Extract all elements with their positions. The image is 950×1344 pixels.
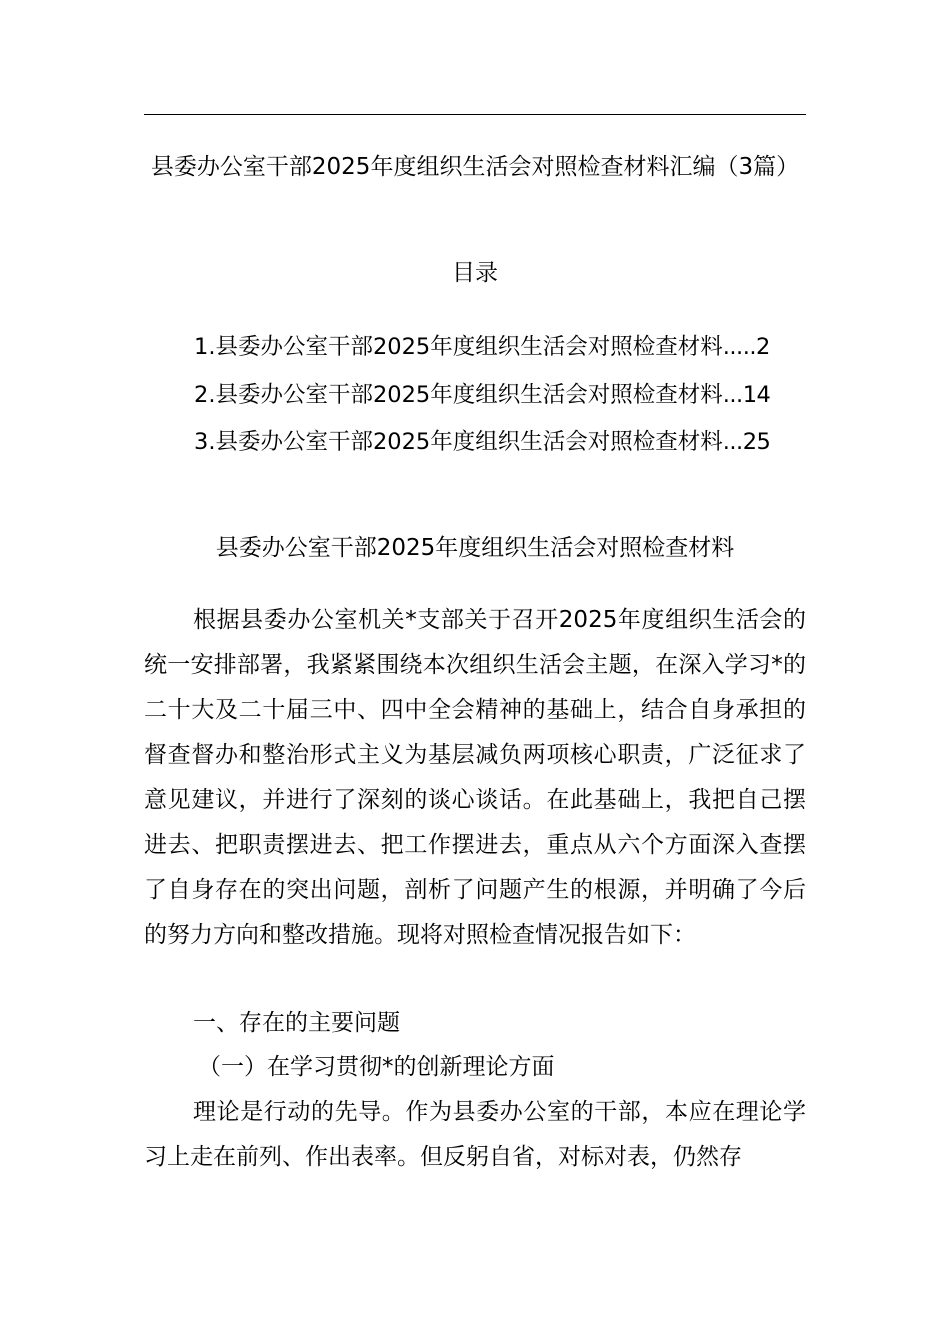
header-rule bbox=[144, 114, 806, 115]
section-title: 县委办公室干部2025年度组织生活会对照检查材料 bbox=[215, 535, 735, 561]
toc-heading: 目录 bbox=[452, 260, 498, 286]
theory-paragraph: 理论是行动的先导。作为县委办公室的干部，本应在理论学习上走在前列、作出表率。但反躬自省，对标对表，仍然存 bbox=[144, 1099, 806, 1170]
heading-level-1: 一、存在的主要问题 bbox=[193, 1010, 400, 1036]
toc-entry-label: 3.县委办公室干部2025年度组织生活会对照检查材料 bbox=[194, 429, 723, 455]
toc-entry-label: 1.县委办公室干部2025年度组织生活会对照检查材料 bbox=[194, 334, 723, 360]
toc-entry-leader: ... bbox=[722, 381, 743, 408]
toc-entry-label: 2.县委办公室干部2025年度组织生活会对照检查材料 bbox=[194, 381, 723, 408]
toc-entry-page: 14 bbox=[742, 381, 771, 408]
toc-entry-1[interactable] bbox=[194, 330, 814, 378]
document-title: 县委办公室干部2025年度组织生活会对照检查材料汇编（3篇） bbox=[150, 154, 800, 180]
toc-entry-3[interactable] bbox=[194, 425, 814, 473]
toc-entry-2[interactable] bbox=[194, 378, 814, 426]
toc-entry-page: 25 bbox=[742, 429, 771, 455]
intro-paragraph: 根据县委办公室机关*支部关于召开2025年度组织生活会的统一安排部署，我紧紧围绕本次组织生活会主题，在深入学习*的二十大及二十届三中、四中全会精神的基础上，结合自身承担的督查督办和整治形式主义为基层减负两项核心职责，广泛征求了意见建议，并进行了深刻的谈心谈话。在此基础上，我把自己摆进去、把职责摆进去、把工作摆进去，重点从六个方面深入查摆了自身存在的突出问题，剖析了问题产生的根源，并明确了今后的努力方向和整改措施。现将对照检查情况报告如下： bbox=[144, 607, 806, 948]
table-of-contents bbox=[194, 330, 814, 473]
heading-level-2: （一）在学习贯彻*的创新理论方面 bbox=[198, 1054, 555, 1080]
toc-entry-leader: ..... bbox=[722, 334, 756, 360]
toc-entry-leader: ... bbox=[722, 429, 743, 455]
toc-entry-page: 2 bbox=[756, 334, 770, 360]
